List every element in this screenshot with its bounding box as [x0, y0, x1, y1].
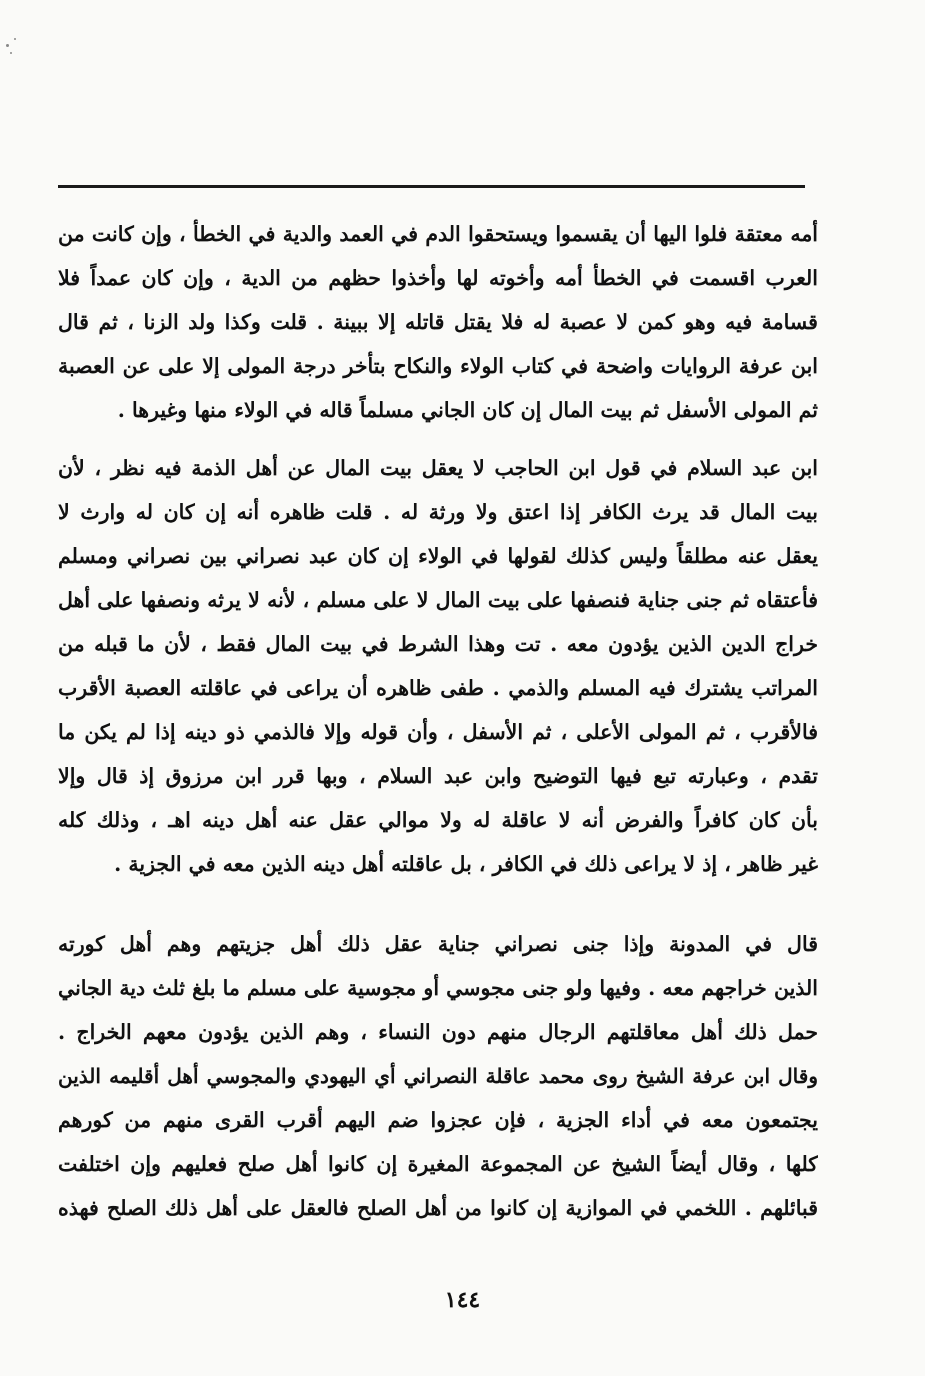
paragraph-2-line-8: تقدم ، وعبارته تبع فيها التوضيح وابن عبد السلام ، وبها قرر ابن مرزوق إذ قال وإلا: [58, 764, 818, 788]
paragraph-3-line-7: قبائلهم . اللخمي في الموازية إن كانوا من أهل الصلح فالعقل على أهل ذلك الصلح فهذه: [58, 1196, 818, 1220]
paragraph-3-line-5: يجتمعون معه في أداء الجزية ، فإن عجزوا ضم اليهم أقرب القرى منهم من كورهم: [58, 1108, 818, 1132]
paragraph-2-line-9: بأن كان كافراً والفرض أنه لا عاقلة له ولا موالي عقل عنه أهل دينه اهـ ، وذلك كله: [58, 808, 818, 832]
paragraph-1-line-2: العرب اقسمت في الخطأ أمه وأخوته لها وأخذوا حظهم من الدية ، وإن كان عمداً فلا: [58, 266, 818, 290]
scan-speck: [10, 52, 12, 54]
header-rule: [58, 185, 805, 188]
paragraph-2-line-4: فأعتقاه ثم جنى جناية فنصفها على بيت المال لا على مسلم ، لأنه لا يرثه ونصفها على أهل: [58, 588, 818, 612]
scan-speck: [14, 38, 16, 40]
paragraph-2-line-6: المراتب يشترك فيه المسلم والذمي . طفى ظاهره أن يراعى في عاقلته العصبة الأقرب: [58, 676, 818, 700]
paragraph-1-line-4: ابن عرفة الروايات واضحة في كتاب الولاء والنكاح بتأخر درجة المولى إلا على عن العصبة: [58, 354, 818, 378]
paragraph-3-line-1: قال في المدونة وإذا جنى نصراني جناية عقل ذلك أهل جزيتهم وهم أهل كورته: [58, 932, 818, 956]
paragraph-3-line-6: كلها ، وقال أيضاً الشيخ عن المجموعة المغيرة إن كانوا أهل صلح فعليهم وإن اختلفت: [58, 1152, 818, 1176]
paragraph-2-line-1: ابن عبد السلام في قول ابن الحاجب لا يعقل بيت المال عن أهل الذمة فيه نظر ، لأن: [58, 456, 818, 480]
paragraph-2-line-5: خراج الدين الذين يؤدون معه . تت وهذا الشرط في بيت المال فقط ، لأن ما قبله من: [58, 632, 818, 656]
paragraph-1-line-3: قسامة فيه وهو كمن لا عصبة له فلا يقتل قاتله إلا ببينة . قلت وكذا ولد الزنا ، ثم قال: [58, 310, 818, 334]
paragraph-2-line-3: يعقل عنه مطلقاً وليس كذلك لقولها في الولاء إن كان عبد نصراني بين نصراني ومسلم: [58, 544, 818, 568]
paragraph-2-line-7: فالأقرب ، ثم المولى الأعلى ، ثم الأسفل ، وأن قوله وإلا فالذمي ذو دينه إذا لم يكن ما: [58, 720, 818, 744]
paragraph-2-line-2: بيت المال قد يرث الكافر إذا اعتق ولا ورثة له . قلت ظاهره أنه إن كان له وارث لا: [58, 500, 818, 524]
paragraph-3-line-4: وقال ابن عرفة الشيخ روى محمد عاقلة النصراني أي اليهودي والمجوسي أهل أقليمه الذين: [58, 1064, 818, 1088]
paragraph-2-line-10: غير ظاهر ، إذ لا يراعى ذلك في الكافر ، بل عاقلته أهل دينه الذين معه في الجزية .: [114, 852, 818, 876]
scan-speck: [6, 44, 9, 47]
paragraph-3-line-3: حمل ذلك أهل معاقلتهم الرجال منهم دون النساء ، وهم الذين يؤدون معهم الخراج .: [58, 1020, 818, 1044]
paragraph-1-line-5: ثم المولى الأسفل ثم بيت المال إن كان الجاني مسلماً قاله في الولاء منها وغيرها .: [117, 398, 818, 422]
paragraph-1-line-1: أمه معتقة فلوا اليها أن يقسموا ويستحقوا الدم في العمد والدية في الخطأ ، وإن كانت من: [58, 222, 818, 246]
page-number: ١٤٤: [444, 1287, 481, 1313]
paragraph-3-line-2: الذين خراجهم معه . وفيها ولو جنى مجوسي أو مجوسية على مسلم ما بلغ ثلث دية الجاني: [58, 976, 818, 1000]
